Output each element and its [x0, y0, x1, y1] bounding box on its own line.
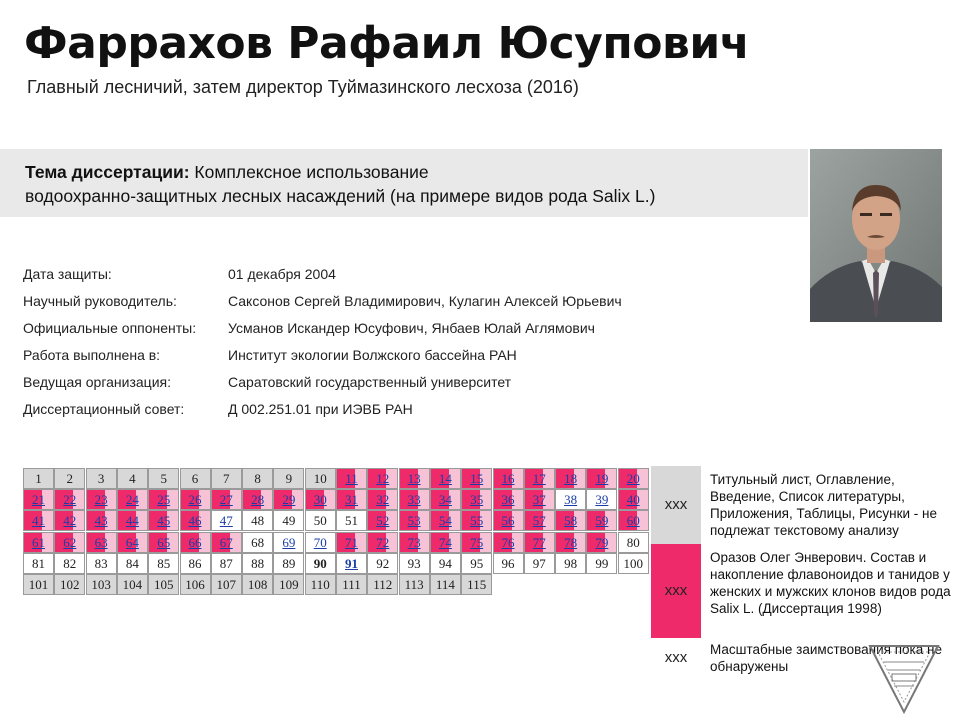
page-cell [211, 574, 242, 595]
page-number: 9 [285, 471, 293, 486]
page-number: 101 [28, 577, 49, 592]
page-cell [242, 574, 273, 595]
page-number: 105 [153, 577, 174, 592]
page-number: 71 [345, 534, 358, 550]
page-number: 44 [125, 513, 139, 529]
page-number: 67 [219, 534, 233, 550]
page-cell[interactable] [586, 489, 617, 510]
page-number: 100 [623, 555, 643, 571]
page-number: 7 [223, 471, 230, 486]
page-cell[interactable] [23, 489, 54, 510]
page-number: 66 [188, 534, 202, 550]
info-value: Саратовский государственный университет [228, 374, 512, 390]
page-number: 109 [279, 577, 299, 592]
page-cell[interactable] [367, 489, 398, 510]
page-number: 89 [282, 555, 296, 571]
page-cell [430, 574, 461, 595]
page-cell[interactable] [586, 510, 617, 531]
page-number: 15 [470, 471, 484, 486]
page-cell [86, 553, 117, 574]
page-number: 99 [595, 555, 609, 571]
page-number: 16 [501, 471, 515, 486]
page-number: 83 [94, 555, 108, 571]
person-subtitle: Главный лесничий, затем директор Туймазинского лесхоза (2016) [27, 77, 579, 97]
page-cell [461, 553, 492, 574]
page-cell [586, 553, 617, 574]
page-cell[interactable] [148, 510, 179, 531]
page-number: 34 [438, 492, 452, 508]
page-number: 57 [532, 513, 546, 529]
page-number: 90 [313, 555, 327, 571]
page-cell[interactable] [399, 468, 430, 489]
page-number: 103 [91, 577, 111, 592]
page-number: 48 [251, 513, 265, 529]
page-cell [336, 510, 367, 531]
page-cell [242, 553, 273, 574]
page-cell [430, 553, 461, 574]
page-number: 6 [191, 471, 199, 486]
page-number: 69 [282, 534, 296, 550]
page-cell[interactable] [305, 489, 336, 510]
page-number: 42 [63, 513, 77, 529]
page-cell [54, 553, 85, 574]
page-cell [211, 468, 242, 489]
page-cell[interactable] [586, 468, 617, 489]
page-number: 4 [129, 471, 136, 486]
page-cell[interactable] [336, 489, 367, 510]
page-cell[interactable] [54, 489, 85, 510]
page-number: 60 [626, 513, 640, 529]
page-cell[interactable] [493, 510, 524, 531]
page-number: 38 [564, 492, 578, 508]
portrait-photo [810, 149, 942, 322]
page-cell [305, 574, 336, 595]
page-cell [461, 574, 492, 595]
page-number: 97 [532, 555, 546, 571]
page-cell [148, 574, 179, 595]
page-cell [273, 574, 304, 595]
page-title: Фаррахов Рафаил Юсупович [24, 18, 750, 69]
page-number: 18 [564, 471, 578, 486]
page-number: 14 [438, 471, 452, 486]
page-cell[interactable] [461, 489, 492, 510]
page-cell[interactable] [273, 489, 304, 510]
legend-swatch-pink: xxx [651, 544, 701, 638]
page-number: 10 [313, 471, 327, 486]
page-number: 106 [185, 577, 205, 592]
thesis-label: Тема диссертации: [25, 162, 190, 182]
info-label: Дата защиты: [23, 266, 112, 282]
page-number: 95 [470, 555, 484, 571]
page-cell[interactable] [180, 510, 211, 531]
page-number: 87 [219, 555, 233, 571]
page-number: 112 [373, 577, 393, 592]
page-cell[interactable] [524, 510, 555, 531]
page-cell [524, 553, 555, 574]
legend-text-white: Масштабные заимствования пока не обнаружены [710, 642, 942, 674]
page-cell[interactable] [555, 532, 586, 553]
page-number: 93 [407, 555, 421, 571]
page-cell [399, 574, 430, 595]
page-number: 115 [467, 577, 487, 592]
page-number: 11 [345, 471, 358, 486]
page-cell[interactable] [180, 489, 211, 510]
triangle-logo-icon [866, 640, 942, 716]
page-cell[interactable] [211, 489, 242, 510]
page-cell [180, 468, 211, 489]
page-number: 84 [125, 555, 139, 571]
page-number: 19 [595, 471, 609, 486]
page-number: 36 [501, 492, 515, 508]
info-label: Официальные оппоненты: [23, 320, 197, 336]
page-cell [555, 553, 586, 574]
page-number: 22 [63, 492, 77, 508]
page-cell[interactable] [618, 468, 649, 489]
page-cell [148, 468, 179, 489]
page-cell[interactable] [367, 468, 398, 489]
page-cell [305, 510, 336, 531]
page-number: 92 [376, 555, 390, 571]
info-label: Научный руководитель: [23, 293, 177, 309]
page-number: 59 [595, 513, 609, 529]
thesis-banner [0, 149, 808, 217]
page-cell[interactable] [586, 532, 617, 553]
info-label: Работа выполнена в: [23, 347, 161, 363]
page-number: 2 [66, 471, 74, 486]
page-cell[interactable] [54, 510, 85, 531]
page-number: 17 [532, 471, 546, 486]
page-cell [86, 574, 117, 595]
info-value: Усманов Искандер Юсуфович, Янбаев Юлай Аглямович [228, 320, 595, 336]
page-number: 29 [282, 492, 296, 508]
page-cell [618, 553, 649, 574]
page-cell [86, 468, 117, 489]
page-number: 31 [345, 492, 358, 508]
page-cell [273, 468, 304, 489]
page-cell [211, 553, 242, 574]
page-number: 113 [404, 577, 424, 592]
page-number: 45 [157, 513, 171, 529]
page-number: 55 [470, 513, 484, 529]
page-number: 27 [219, 492, 233, 508]
page-number: 82 [63, 555, 77, 571]
page-cell[interactable] [54, 532, 85, 553]
page-number: 23 [94, 492, 108, 508]
page-cell[interactable] [524, 532, 555, 553]
legend-text-grey: Титульный лист, Оглавление, Введение, Список литературы, Приложения, Таблицы, Рисунки - не подлежат текстовому анализу [710, 472, 938, 538]
page-cell[interactable] [86, 532, 117, 553]
page-number: 75 [470, 534, 484, 550]
page-number: 52 [376, 513, 390, 529]
page-number: 20 [626, 471, 640, 486]
page-cell[interactable] [86, 489, 117, 510]
page-cell[interactable] [430, 489, 461, 510]
page-number: 33 [407, 492, 421, 508]
page-number: 32 [376, 492, 390, 508]
page-cell [54, 468, 85, 489]
page-number: 96 [501, 555, 515, 571]
portrait-image [810, 149, 942, 322]
page-cell [117, 574, 148, 595]
page-number: 30 [313, 492, 327, 508]
page-number: 91 [345, 555, 358, 571]
page-cell [305, 553, 336, 574]
page-cell[interactable] [493, 489, 524, 510]
page-number: 43 [94, 513, 108, 529]
page-cell [367, 574, 398, 595]
page-cell[interactable] [305, 532, 336, 553]
page-number: 85 [157, 555, 171, 571]
page-number: 108 [247, 577, 268, 592]
page-number: 21 [32, 492, 45, 508]
page-number: 3 [97, 471, 105, 486]
page-number: 35 [470, 492, 484, 508]
page-cell [273, 553, 304, 574]
page-number: 74 [438, 534, 452, 550]
page-cell[interactable] [367, 532, 398, 553]
thesis-text [25, 160, 795, 208]
info-value: Саксонов Сергей Владимирович, Кулагин Алексей Юрьевич [228, 293, 622, 309]
page-number: 40 [626, 492, 640, 508]
page-number: 64 [125, 534, 139, 550]
page-number: 61 [32, 534, 45, 550]
page-cell [493, 553, 524, 574]
page-number: 47 [219, 513, 233, 529]
org-logo [866, 640, 942, 716]
page-cell[interactable] [430, 532, 461, 553]
page-cell [305, 468, 336, 489]
page-number: 37 [532, 492, 546, 508]
page-cell [242, 510, 273, 531]
page-cell [242, 468, 273, 489]
thesis-line1: Комплексное использование [189, 162, 429, 182]
page-number: 8 [254, 471, 261, 486]
page-cell[interactable] [399, 489, 430, 510]
page-cell[interactable] [336, 468, 367, 489]
page-cell[interactable] [618, 510, 649, 531]
page-cell[interactable] [336, 553, 367, 574]
info-value: Д 002.251.01 при ИЭВБ РАН [228, 401, 413, 417]
page-number: 72 [376, 534, 390, 550]
page-cell [618, 532, 649, 553]
page-cell[interactable] [86, 510, 117, 531]
page-number: 78 [564, 534, 578, 550]
page-number: 114 [435, 577, 455, 592]
page-cell [367, 553, 398, 574]
info-value: 01 декабря 2004 [228, 266, 336, 282]
page-number: 39 [595, 492, 609, 508]
page-number: 1 [35, 471, 42, 486]
page-cell[interactable] [461, 532, 492, 553]
page-cell[interactable] [273, 532, 304, 553]
page-number: 80 [626, 534, 640, 550]
page-number: 56 [501, 513, 515, 529]
page-cell [242, 532, 273, 553]
page-cell[interactable] [336, 532, 367, 553]
page-cell[interactable] [461, 510, 492, 531]
page-number: 24 [125, 492, 139, 508]
page-cell[interactable] [524, 489, 555, 510]
page-number: 77 [532, 534, 546, 550]
page-cell [23, 553, 54, 574]
page-cell [148, 553, 179, 574]
page-number: 102 [60, 577, 80, 592]
page-cell[interactable] [524, 468, 555, 489]
page-number: 26 [188, 492, 202, 508]
page-cell[interactable] [399, 510, 430, 531]
page-cell [23, 574, 54, 595]
page-number: 63 [94, 534, 108, 550]
page-cell[interactable] [117, 532, 148, 553]
page-cell[interactable] [211, 510, 242, 531]
page-cell [399, 553, 430, 574]
page-number: 50 [313, 513, 327, 529]
page-number: 70 [313, 534, 327, 550]
page-number: 54 [438, 513, 452, 529]
page-cell[interactable] [618, 489, 649, 510]
page-number: 5 [160, 471, 167, 486]
page-number: 51 [345, 513, 358, 529]
page-cell[interactable] [180, 532, 211, 553]
page-number: 76 [501, 534, 515, 550]
page-number: 81 [32, 555, 45, 571]
page-number: 28 [251, 492, 265, 508]
page-number: 65 [157, 534, 171, 550]
page-cell[interactable] [430, 510, 461, 531]
page-cell [336, 574, 367, 595]
page-number: 62 [63, 534, 77, 550]
page-number: 107 [216, 577, 237, 592]
page-cell [117, 553, 148, 574]
page-number: 98 [564, 555, 578, 571]
page-cell[interactable] [148, 489, 179, 510]
page-number: 25 [157, 492, 171, 508]
page-cell [117, 468, 148, 489]
page-cell [180, 574, 211, 595]
page-cell [54, 574, 85, 595]
page-cell[interactable] [555, 489, 586, 510]
thesis-line2: водоохранно-защитных лесных насаждений (на примере видов рода Salix L.) [25, 186, 656, 206]
page-number: 104 [122, 577, 143, 592]
info-label: Диссертационный совет: [23, 401, 185, 417]
page-cell[interactable] [117, 510, 148, 531]
page-cell[interactable] [148, 532, 179, 553]
page-number: 58 [564, 513, 578, 529]
page-cell[interactable] [555, 468, 586, 489]
page-cell[interactable] [367, 510, 398, 531]
page-cell [180, 553, 211, 574]
page-number: 94 [438, 555, 452, 571]
page-cell[interactable] [23, 532, 54, 553]
page-number: 111 [342, 577, 361, 592]
legend-text-pink: Оразов Олег Энверович. Состав и накопление флавоноидов и танидов у женских и мужских клонов видов рода Salix L. (Диссертация 1998) [710, 550, 951, 616]
page-number: 79 [595, 534, 609, 550]
page-number: 110 [310, 577, 330, 592]
page-number: 73 [407, 534, 421, 550]
legend-swatch-grey: xxx [651, 466, 701, 544]
page-number: 86 [188, 555, 202, 571]
page-cell[interactable] [117, 489, 148, 510]
page-cell[interactable] [461, 468, 492, 489]
page-cell [23, 468, 54, 489]
page-cell[interactable] [242, 489, 273, 510]
page-cell[interactable] [399, 532, 430, 553]
page-cell [273, 510, 304, 531]
page-number: 46 [188, 513, 202, 529]
page-number: 68 [251, 534, 265, 550]
page-cell[interactable] [555, 510, 586, 531]
page-number: 49 [282, 513, 296, 529]
page-cell[interactable] [23, 510, 54, 531]
page-number: 53 [407, 513, 421, 529]
page-number: 13 [407, 471, 421, 486]
legend-swatch-white: xxx [651, 638, 701, 678]
info-label: Ведущая организация: [23, 374, 171, 390]
page-number: 41 [32, 513, 45, 529]
page-cell[interactable] [430, 468, 461, 489]
page-number: 12 [376, 471, 390, 486]
page-number: 88 [251, 555, 265, 571]
info-value: Институт экологии Волжского бассейна РАН [228, 347, 517, 363]
page-cell[interactable] [493, 468, 524, 489]
page-cell[interactable] [211, 532, 242, 553]
page-cell[interactable] [493, 532, 524, 553]
